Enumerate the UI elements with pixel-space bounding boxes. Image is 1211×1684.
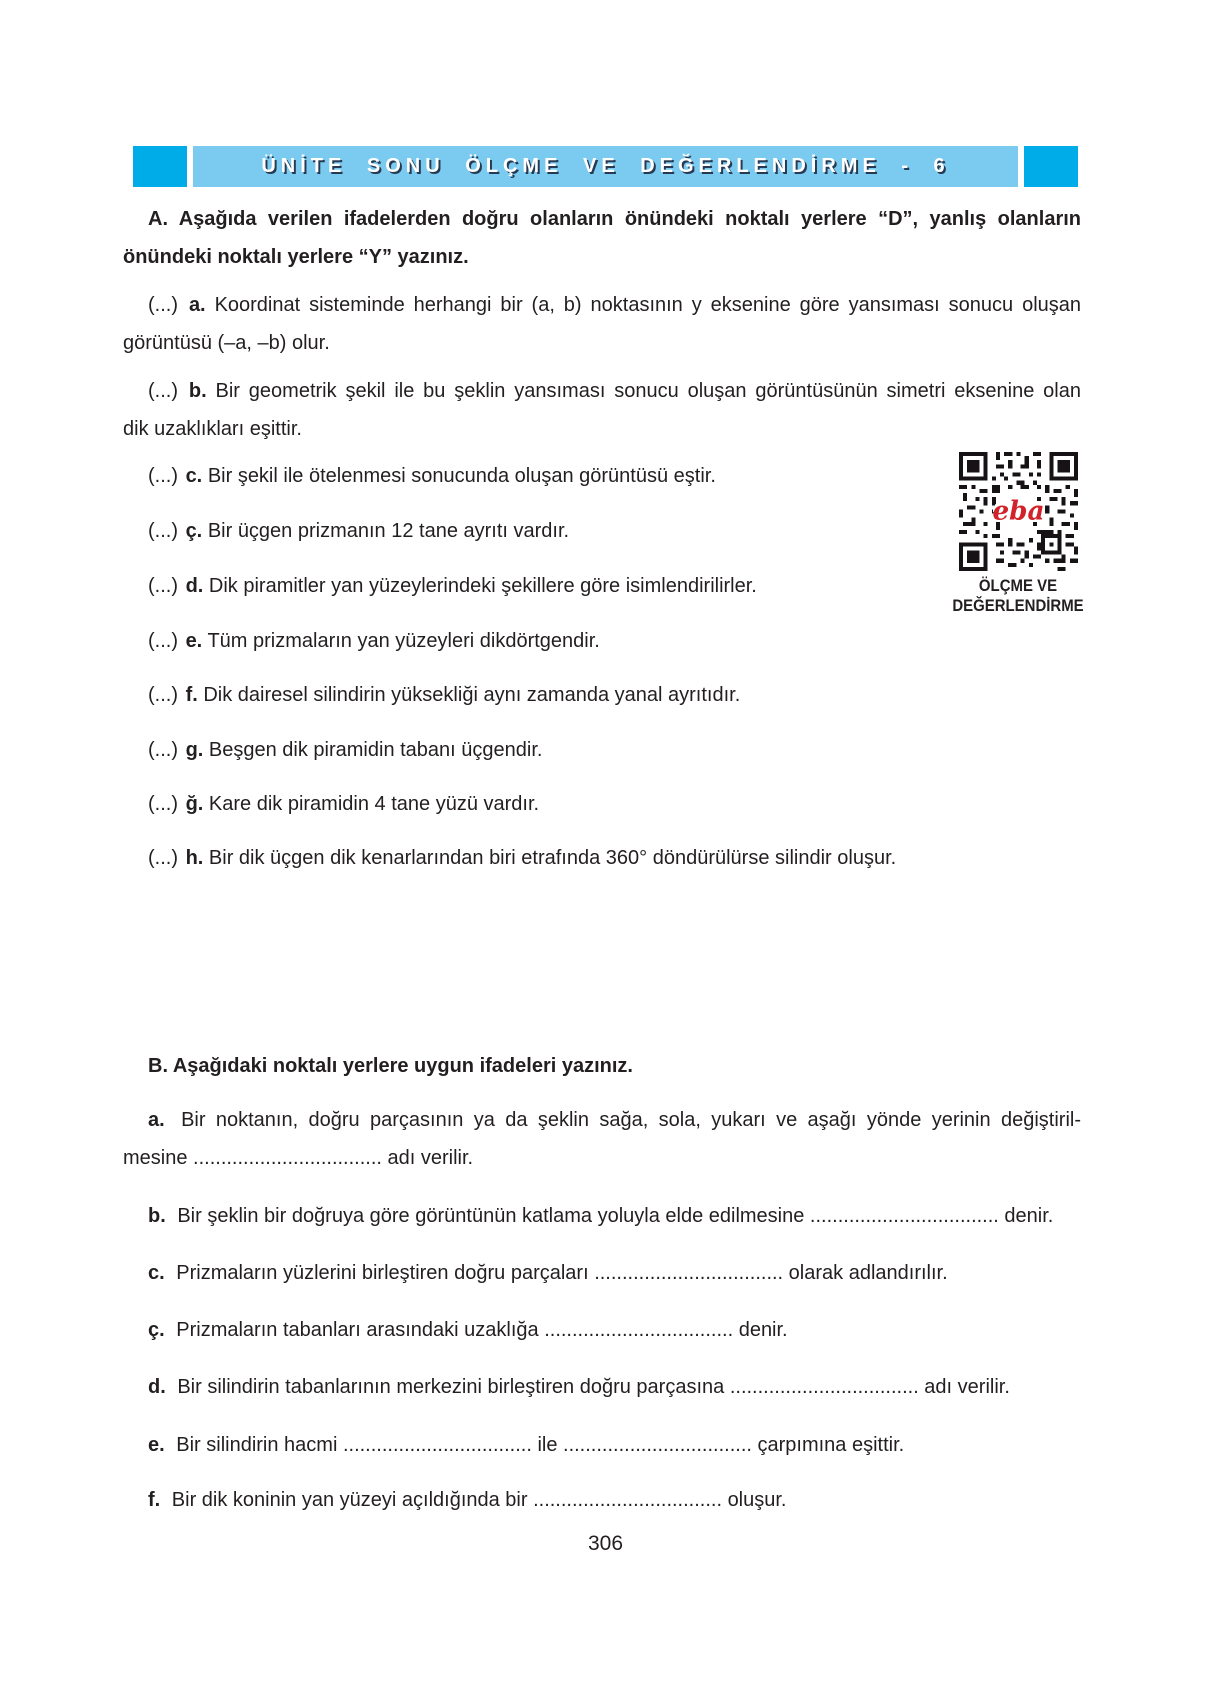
item-text: Bir dik koninin yan yüzeyi açıldığında bir .................................. oluşur. <box>171 1489 787 1511</box>
item-letter: e. <box>148 1434 165 1456</box>
item-text: Bir şekil ile ötelenmesi sonucunda oluşan görüntüsü eştir. <box>207 465 716 487</box>
fill-in-d <box>123 1368 1081 1406</box>
item-text-continued: görüntüsü (–a, –b) olur. <box>123 332 330 354</box>
statement-a <box>123 286 1081 362</box>
qr-code <box>959 452 1078 571</box>
qr-caption <box>919 576 1118 616</box>
item-text: Bir üçgen prizmanın 12 tane ayrıtı vardır. <box>207 520 570 542</box>
statement-h <box>123 839 1081 877</box>
statement-b <box>123 372 1081 448</box>
item-text: Tüm prizmaların yan yüzeyleri dikdörtgendir. <box>207 630 600 652</box>
banner-right-square <box>1024 146 1078 187</box>
dots-prefix: (...) <box>148 684 178 706</box>
item-letter: ğ. <box>185 793 204 815</box>
page-number: 306 <box>587 1532 624 1555</box>
fill-in-c <box>123 1254 1081 1292</box>
dots-prefix: (...) <box>148 739 178 761</box>
statement-g <box>123 731 1081 769</box>
fill-in-c-cedilla <box>123 1311 1081 1349</box>
eba-logo: eba <box>991 495 1045 527</box>
item-letter: c. <box>185 465 203 487</box>
dots-prefix: (...) <box>148 575 178 597</box>
statement-g-breve <box>123 785 1081 823</box>
item-letter: a. <box>148 1109 165 1131</box>
statement-f <box>123 676 1081 714</box>
item-letter: ç. <box>148 1319 165 1341</box>
item-letter: f. <box>185 684 198 706</box>
item-letter: b. <box>188 380 207 402</box>
item-letter: ç. <box>185 520 203 542</box>
item-text: Prizmaların tabanları arasındaki uzaklığa .................................. denir. <box>176 1319 788 1341</box>
item-text: Dik dairesel silindirin yüksekliği aynı zamanda yanal ayrıtıdır. <box>203 684 741 706</box>
item-letter: h. <box>185 847 204 869</box>
dots-prefix: (...) <box>148 294 178 316</box>
item-letter: g. <box>185 739 204 761</box>
item-letter: c. <box>148 1262 165 1284</box>
dots-prefix: (...) <box>148 630 178 652</box>
unit-banner <box>133 146 1078 187</box>
section-a-heading-line1: A. Aşağıda verilen ifadelerden doğru olanların önündeki noktalı yerlere “D”, yanlış olanların <box>148 208 1081 230</box>
qr-caption-line1: ÖLÇME VE <box>978 576 1058 595</box>
item-letter: f. <box>148 1489 161 1511</box>
banner-left-square <box>133 146 187 187</box>
dots-prefix: (...) <box>148 793 178 815</box>
page-title: ÜNİTE SONU ÖLÇME VE DEĞERLENDİRME - 6 <box>261 155 950 177</box>
section-b-heading: B. Aşağıdaki noktalı yerlere uygun ifadeleri yazınız. <box>148 1055 633 1077</box>
banner-bar <box>193 146 1018 187</box>
statement-e <box>123 622 1081 660</box>
fill-in-e <box>123 1426 1081 1464</box>
item-text: Bir silindirin hacmi .................................. ile .................................. çarpımına eşittir. <box>176 1434 905 1456</box>
item-text: Bir silindirin tabanlarının merkezini birleştiren doğru parçasına .................................. adı verilir. <box>177 1376 1010 1398</box>
item-text-continued: dik uzaklıkları eşittir. <box>123 418 302 440</box>
qr-block <box>905 452 1131 616</box>
fill-in-b <box>123 1197 1081 1235</box>
section-a-heading-line2: önündeki noktalı yerlere “Y” yazınız. <box>123 246 469 268</box>
dots-prefix: (...) <box>148 380 178 402</box>
dots-prefix: (...) <box>148 465 178 487</box>
item-letter: b. <box>148 1205 166 1227</box>
item-letter: e. <box>185 630 203 652</box>
dots-prefix: (...) <box>148 847 178 869</box>
item-text: Beşgen dik piramidin tabanı üçgendir. <box>208 739 543 761</box>
fill-in-a <box>123 1101 1081 1177</box>
item-text: Kare dik piramidin 4 tane yüzü vardır. <box>208 793 540 815</box>
item-letter: d. <box>185 575 204 597</box>
qr-caption-line2: DEĞERLENDİRME <box>952 596 1084 615</box>
dots-prefix: (...) <box>148 520 178 542</box>
fill-in-f <box>123 1481 1081 1519</box>
item-text: Bir dik üçgen dik kenarlarından biri etrafında 360° döndürülürse silindir oluşur. <box>208 847 897 869</box>
item-text: Prizmaların yüzlerini birleştiren doğru parçaları .................................. olarak adlandırılır. <box>176 1262 948 1284</box>
item-text: Bir geometrik şekil ile bu şeklin yansıması sonucu oluşan görüntüsünün simetri eksenine olan <box>215 380 1081 402</box>
item-text: Bir şeklin bir doğruya göre görüntünün katlama yoluyla elde edilmesine .................................. denir. <box>177 1205 1054 1227</box>
item-text: Dik piramitler yan yüzeylerindeki şekillere göre isimlendirilirler. <box>208 575 757 597</box>
item-text: Bir noktanın, doğru parçasının ya da şeklin sağa, sola, yukarı ve aşağı yönde yerinin değiştiril- <box>181 1109 1081 1131</box>
item-letter: d. <box>148 1376 166 1398</box>
item-letter: a. <box>188 294 206 316</box>
section-a-heading <box>123 200 1081 276</box>
item-text-continued: mesine .................................. adı verilir. <box>123 1147 474 1169</box>
item-text: Koordinat sisteminde herhangi bir (a, b) noktasının y eksenine göre yansıması sonucu oluşan <box>214 294 1082 316</box>
